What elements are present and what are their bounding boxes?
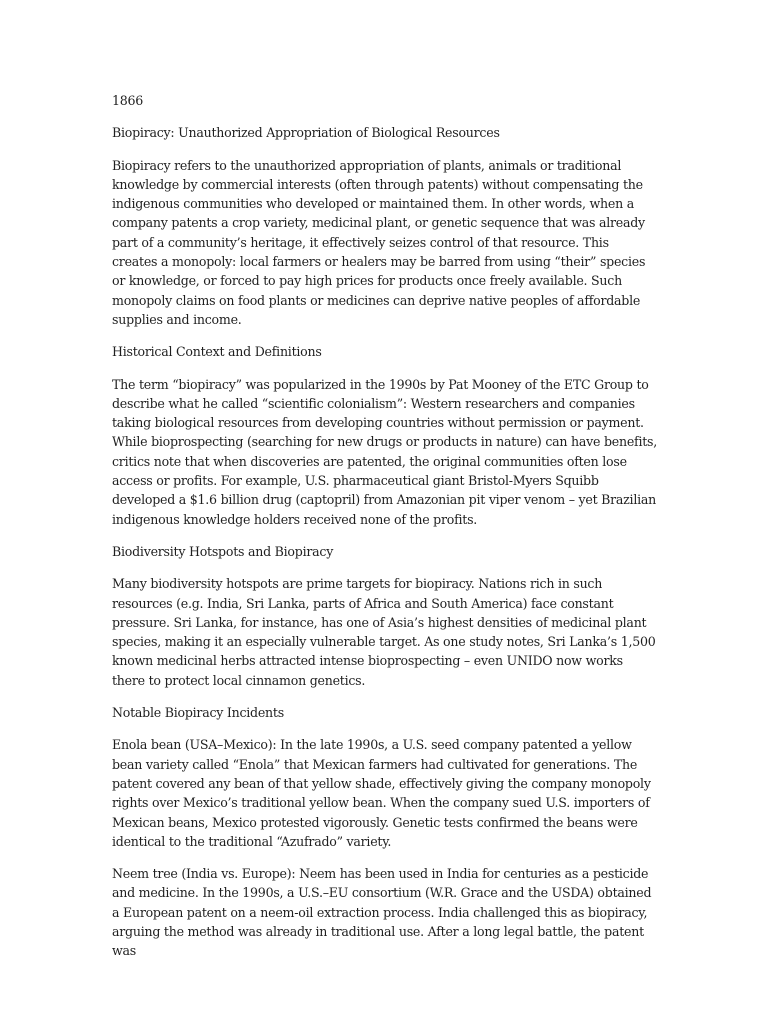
document-title: Biopiracy: Unauthorized Appropriation of Biological Resources — [112, 125, 500, 141]
intro-paragraph: Biopiracy refers to the unauthorized appropriation of plants, animals or traditional knowledge by commercial interests (often through patents) without compensating the indigenous communities who developed or maintained them. In other words, when a company patents a crop variety, medicinal plant, or genetic sequence that was already part of a community’s heritage, it effectively seizes control of that resource. This creates a monopoly: local farmers or healers may be barred from using “their” species or knowledge, or forced to pay high prices for products once freely available. Such monopoly claims on food plants or medicines can deprive native peoples of affordable supplies and income. — [112, 157, 646, 327]
historical-context-paragraph: The term “biopiracy” was popularized in the 1990s by Pat Mooney of the ETC Group to describe what he called “scientific colonialism”: Western researchers and companies taking biological resources from developing countries without permission or payment. While bioprospecting (searching for new drugs or products in nature) can have benefits, critics note that when discoveries are patented, the original communities often lose access or profits. For example, U.S. pharmaceutical giant Bristol-Myers Squibb developed a $1.6 billion drug (captopril) from Amazonian pit viper venom – yet Brazilian indigenous knowledge holders received none of the profits. — [112, 376, 658, 527]
neem-tree-paragraph: Neem tree (India vs. Europe): Neem has been used in India for centuries as a pesticide and medicine. In the 1990s, a U.S.–EU consortium (W.R. Grace and the USDA) obtained a European patent on a neem-oil extraction process. India challenged this as biopiracy, arguing the method was already in traditional use. After a long legal battle, the patent was — [112, 866, 652, 959]
section-heading-biodiversity-hotspots: Biodiversity Hotspots and Biopiracy — [112, 543, 334, 559]
biodiversity-hotspots-paragraph: Many biodiversity hotspots are prime targets for biopiracy. Nations rich in such resources (e.g. India, Sri Lanka, parts of Africa and South America) face constant pressure. Sri Lanka, for instance, has one of Asia’s highest densities of medicinal plant species, making it an especially vulnerable target. As one study notes, Sri Lanka’s 1,500 known medicinal herbs attracted intense bioprospecting – even UNIDO now works there to protect local cinnamon genetics. — [112, 576, 656, 688]
document-page — [112, 91, 657, 974]
section-heading-notable-incidents: Notable Biopiracy Incidents — [112, 705, 284, 721]
page-number: 1866 — [112, 93, 144, 108]
enola-bean-paragraph: Enola bean (USA–Mexico): In the late 1990s, a U.S. seed company patented a yellow bean variety called “Enola” that Mexican farmers had cultivated for generations. The patent covered any bean of that yellow shade, effectively giving the company monopoly rights over Mexico’s traditional yellow bean. When the company sued U.S. importers of Mexican beans, Mexico protested vigorously. Genetic tests confirmed the beans were identical to the traditional “Azufrado” variety. — [112, 737, 651, 849]
section-heading-historical-context: Historical Context and Definitions — [112, 344, 322, 360]
